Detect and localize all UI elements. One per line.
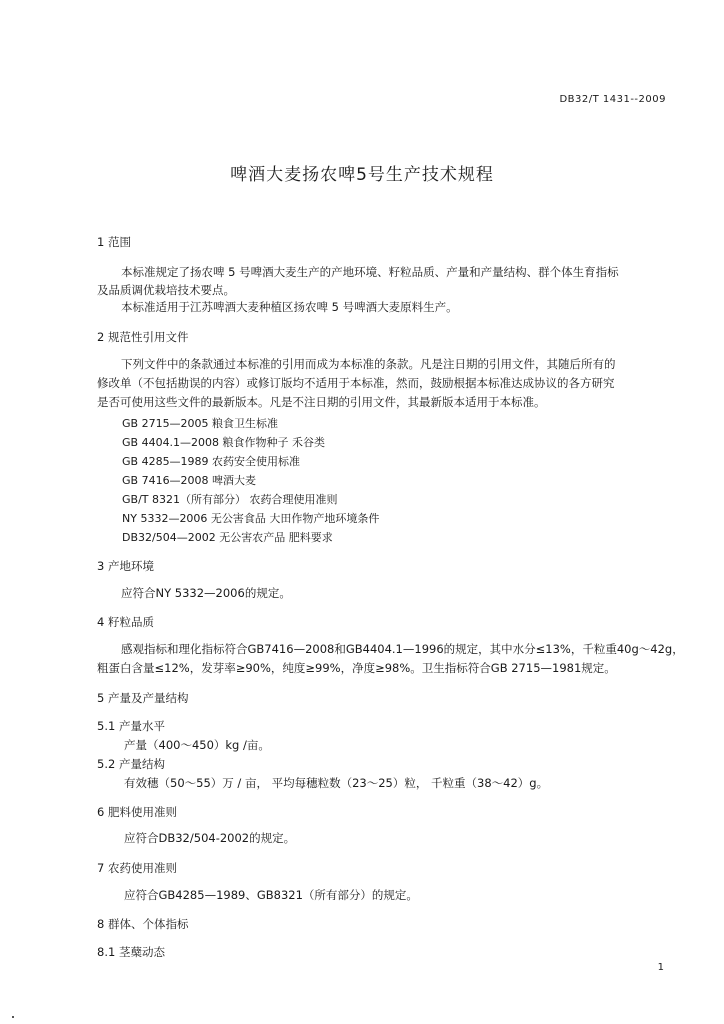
section-8-1-heading: 8.1 茎蘖动态 <box>97 945 165 959</box>
scan-speck <box>12 1016 14 1018</box>
section-4-heading: 4 籽粒品质 <box>97 615 154 629</box>
section-2-para-line2: 修改单（不包括勘误的内容）或修订版均不适用于本标准，然而，鼓励根据本标准达成协议的各方研究 <box>97 376 615 390</box>
document-title: 啤酒大麦扬农啤5号生产技术规程 <box>230 165 494 185</box>
section-3-heading: 3 产地环境 <box>97 559 154 573</box>
section-5-2-heading: 5.2 产量结构 <box>97 757 165 771</box>
reference-item: GB 4285—1989 农药安全使用标准 <box>122 455 301 468</box>
reference-item: GB 2715—2005 粮食卫生标准 <box>122 417 279 430</box>
page-number: 1 <box>657 962 664 973</box>
reference-item: DB32/504—2002 无公害农产品 肥料要求 <box>122 531 333 544</box>
section-7-para: 应符合GB4285—1989、GB8321（所有部分）的规定。 <box>124 888 418 902</box>
section-5-heading: 5 产量及产量结构 <box>97 691 189 705</box>
reference-item: GB/T 8321（所有部分） 农药合理使用准则 <box>122 493 338 506</box>
reference-item: GB 7416—2008 啤酒大麦 <box>122 474 257 487</box>
section-2-para-line3: 是否可使用这些文件的最新版本。凡是不注日期的引用文件，其最新版本适用于本标准。 <box>97 395 546 409</box>
section-5-1-heading: 5.1 产量水平 <box>97 719 165 733</box>
section-1-heading: 1 范围 <box>97 235 131 249</box>
section-4-para-line1: 感观指标和理化指标符合GB7416—2008和GB4404.1—1996的规定，其中水分≤13%，千粒重40g～42g， <box>121 642 684 656</box>
section-1-para2: 本标准适用于江苏啤酒大麦种植区扬农啤 5 号啤酒大麦原料生产。 <box>121 300 458 314</box>
reference-item: GB 4404.1—2008 粮食作物种子 禾谷类 <box>122 436 326 449</box>
section-3-para: 应符合NY 5332—2006的规定。 <box>121 586 291 600</box>
section-7-heading: 7 农药使用准则 <box>97 861 177 875</box>
section-8-heading: 8 群体、个体指标 <box>97 917 189 931</box>
standard-code: DB32/T 1431--2009 <box>559 94 666 105</box>
section-1-para1-line1: 本标准规定了扬农啤 5 号啤酒大麦生产的产地环境、籽粒品质、产量和产量结构、群个体生育指标 <box>121 265 619 279</box>
section-6-para: 应符合DB32/504-2002的规定。 <box>124 831 296 845</box>
section-5-1-para: 产量（400～450）kg /亩。 <box>124 738 270 752</box>
section-1-para1-line2: 及品质调优栽培技术要点。 <box>97 283 235 297</box>
section-2-heading: 2 规范性引用文件 <box>97 330 189 344</box>
section-2-para-line1: 下列文件中的条款通过本标准的引用而成为本标准的条款。凡是注日期的引用文件，其随后所有的 <box>121 357 616 371</box>
section-4-para-line2: 粗蛋白含量≤12%，发芽率≥90%，纯度≥99%，净度≥98%。卫生指标符合GB 2715—1981规定。 <box>97 661 616 675</box>
section-5-2-para: 有效穗（50～55）万 / 亩， 平均每穗粒数（23～25）粒， 千粒重（38～42）g。 <box>124 776 549 790</box>
section-6-heading: 6 肥料使用准则 <box>97 805 177 819</box>
reference-item: NY 5332—2006 无公害食品 大田作物产地环境条件 <box>122 512 380 525</box>
